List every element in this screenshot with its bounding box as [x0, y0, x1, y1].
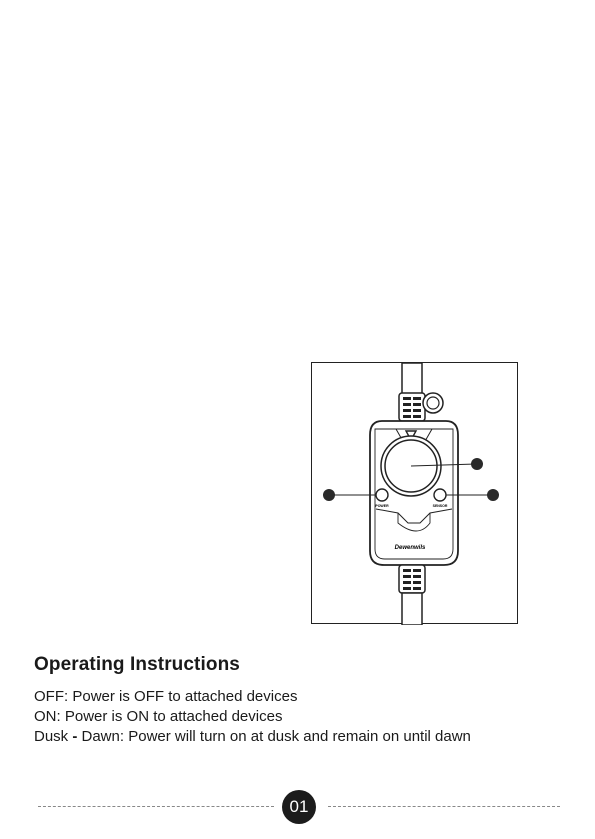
- instruction-separator: :: [56, 708, 65, 725]
- dial-callout-dot: [471, 458, 483, 470]
- brand-logo-text: Dewenwils: [394, 545, 426, 551]
- section-title: Operating Instructions: [34, 654, 240, 675]
- page-number-badge: 01: [282, 790, 316, 824]
- instruction-off: [34, 687, 297, 707]
- top-cable: [402, 363, 422, 395]
- sensor-indicator-light: [434, 489, 446, 501]
- instruction-text: Power is OFF to attached devices: [72, 688, 298, 705]
- instruction-mode-start: Dusk: [34, 728, 73, 745]
- power-indicator-label: POWER: [375, 504, 389, 508]
- power-callout-dot: [323, 489, 335, 501]
- power-indicator-light: [376, 489, 388, 501]
- top-cable-strain-relief: [399, 393, 425, 421]
- product-illustration: [311, 362, 518, 624]
- instruction-text: Power is ON to attached devices: [64, 708, 283, 725]
- sensor-callout-dot: [487, 489, 499, 501]
- instruction-separator: :: [119, 728, 129, 745]
- bottom-cable: [402, 593, 422, 625]
- instruction-mode: ON: [34, 708, 57, 725]
- instruction-dusk-dawn: [34, 727, 471, 747]
- instruction-text: Power will turn on at dusk and remain on until dawn: [128, 728, 471, 745]
- instruction-separator: :: [64, 688, 73, 705]
- footer-divider-left: [38, 806, 274, 807]
- timer-controller-drawing: [312, 363, 519, 625]
- instruction-on: [34, 707, 282, 727]
- bottom-cable-strain-relief: [399, 565, 425, 593]
- sensor-indicator-label: SENSOR: [432, 504, 448, 508]
- footer-divider-right: [328, 806, 560, 807]
- instruction-mode-dash: -: [72, 728, 78, 745]
- instruction-mode: OFF: [34, 688, 64, 705]
- instruction-mode-end: Dawn: [77, 728, 120, 745]
